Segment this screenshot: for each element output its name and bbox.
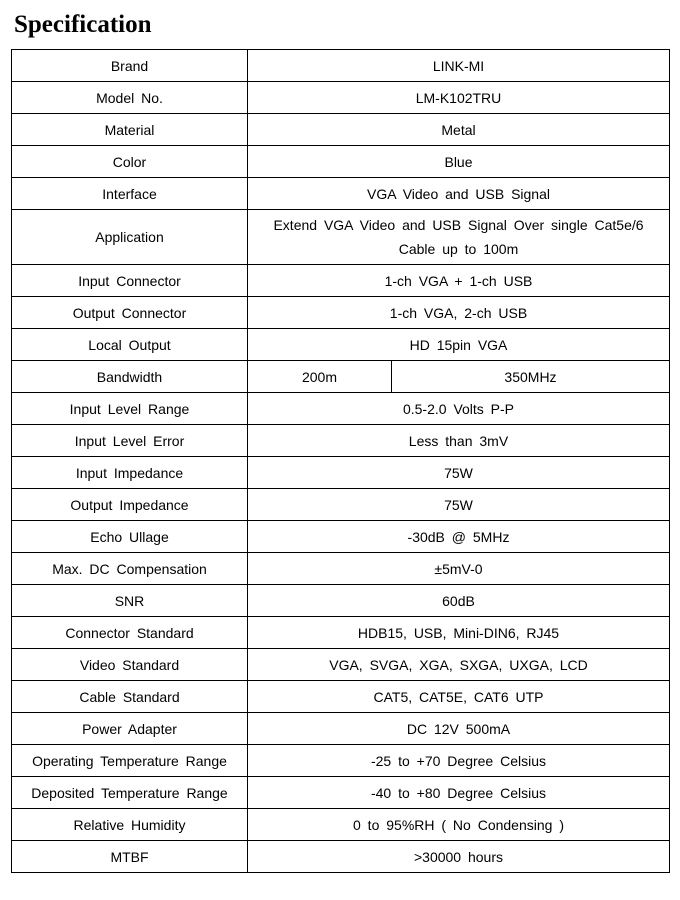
spec-label: Application <box>12 210 248 265</box>
spec-value: 75W <box>248 489 670 521</box>
spec-row-interface <box>12 178 670 210</box>
spec-row-input-level-range <box>12 393 670 425</box>
spec-label: Cable Standard <box>12 681 248 713</box>
spec-row-color <box>12 146 670 178</box>
spec-value: -25 to +70 Degree Celsius <box>248 745 670 777</box>
spec-row-mtbf <box>12 841 670 873</box>
spec-value: HDB15, USB, Mini-DIN6, RJ45 <box>248 617 670 649</box>
spec-value: -40 to +80 Degree Celsius <box>248 777 670 809</box>
spec-row-material <box>12 114 670 146</box>
spec-value: >30000 hours <box>248 841 670 873</box>
spec-label: MTBF <box>12 841 248 873</box>
spec-value: Less than 3mV <box>248 425 670 457</box>
spec-row-deposited-temperature <box>12 777 670 809</box>
spec-value: 1-ch VGA + 1-ch USB <box>248 265 670 297</box>
spec-label: SNR <box>12 585 248 617</box>
spec-value: 0.5-2.0 Volts P-P <box>248 393 670 425</box>
spec-value: DC 12V 500mA <box>248 713 670 745</box>
spec-value: -30dB @ 5MHz <box>248 521 670 553</box>
spec-value: 0 to 95%RH ( No Condensing ) <box>248 809 670 841</box>
spec-row-application <box>12 210 670 265</box>
spec-row-connector-standard <box>12 617 670 649</box>
spec-row-relative-humidity <box>12 809 670 841</box>
spec-row-brand <box>12 50 670 82</box>
spec-row-operating-temperature <box>12 745 670 777</box>
spec-label: Max. DC Compensation <box>12 553 248 585</box>
spec-label: Output Connector <box>12 297 248 329</box>
spec-value: ±5mV-0 <box>248 553 670 585</box>
spec-value: 1-ch VGA, 2-ch USB <box>248 297 670 329</box>
spec-label: Echo Ullage <box>12 521 248 553</box>
spec-value: 200m <box>248 361 392 393</box>
spec-row-cable-standard <box>12 681 670 713</box>
spec-value: Metal <box>248 114 670 146</box>
spec-label: Operating Temperature Range <box>12 745 248 777</box>
spec-value: VGA Video and USB Signal <box>248 178 670 210</box>
spec-row-echo-ullage <box>12 521 670 553</box>
spec-row-power-adapter <box>12 713 670 745</box>
spec-row-bandwidth <box>12 361 670 393</box>
spec-row-video-standard <box>12 649 670 681</box>
spec-row-input-impedance <box>12 457 670 489</box>
spec-row-output-connector <box>12 297 670 329</box>
spec-label: Output Impedance <box>12 489 248 521</box>
spec-row-local-output <box>12 329 670 361</box>
spec-label: Bandwidth <box>12 361 248 393</box>
spec-row-input-level-error <box>12 425 670 457</box>
spec-label: Brand <box>12 50 248 82</box>
spec-value: Blue <box>248 146 670 178</box>
page-title: Specification <box>14 11 152 38</box>
spec-label: Material <box>12 114 248 146</box>
spec-label: Interface <box>12 178 248 210</box>
specification-table <box>11 49 670 873</box>
spec-label: Color <box>12 146 248 178</box>
spec-value: 75W <box>248 457 670 489</box>
spec-label: Video Standard <box>12 649 248 681</box>
spec-value: LINK-MI <box>248 50 670 82</box>
spec-row-snr <box>12 585 670 617</box>
spec-label: Power Adapter <box>12 713 248 745</box>
spec-value: VGA, SVGA, XGA, SXGA, UXGA, LCD <box>248 649 670 681</box>
spec-value: LM-K102TRU <box>248 82 670 114</box>
spec-row-output-impedance <box>12 489 670 521</box>
spec-value: CAT5, CAT5E, CAT6 UTP <box>248 681 670 713</box>
spec-value: Extend VGA Video and USB Signal Over single Cat5e/6 Cable up to 100m <box>248 210 670 265</box>
spec-label: Local Output <box>12 329 248 361</box>
spec-label: Model No. <box>12 82 248 114</box>
spec-row-model <box>12 82 670 114</box>
spec-label: Input Level Error <box>12 425 248 457</box>
spec-label: Input Level Range <box>12 393 248 425</box>
spec-value: 60dB <box>248 585 670 617</box>
spec-value: HD 15pin VGA <box>248 329 670 361</box>
spec-row-dc-compensation <box>12 553 670 585</box>
spec-row-input-connector <box>12 265 670 297</box>
spec-label: Input Impedance <box>12 457 248 489</box>
spec-label: Relative Humidity <box>12 809 248 841</box>
spec-value-secondary: 350MHz <box>392 361 670 393</box>
spec-label: Deposited Temperature Range <box>12 777 248 809</box>
spec-label: Connector Standard <box>12 617 248 649</box>
spec-label: Input Connector <box>12 265 248 297</box>
